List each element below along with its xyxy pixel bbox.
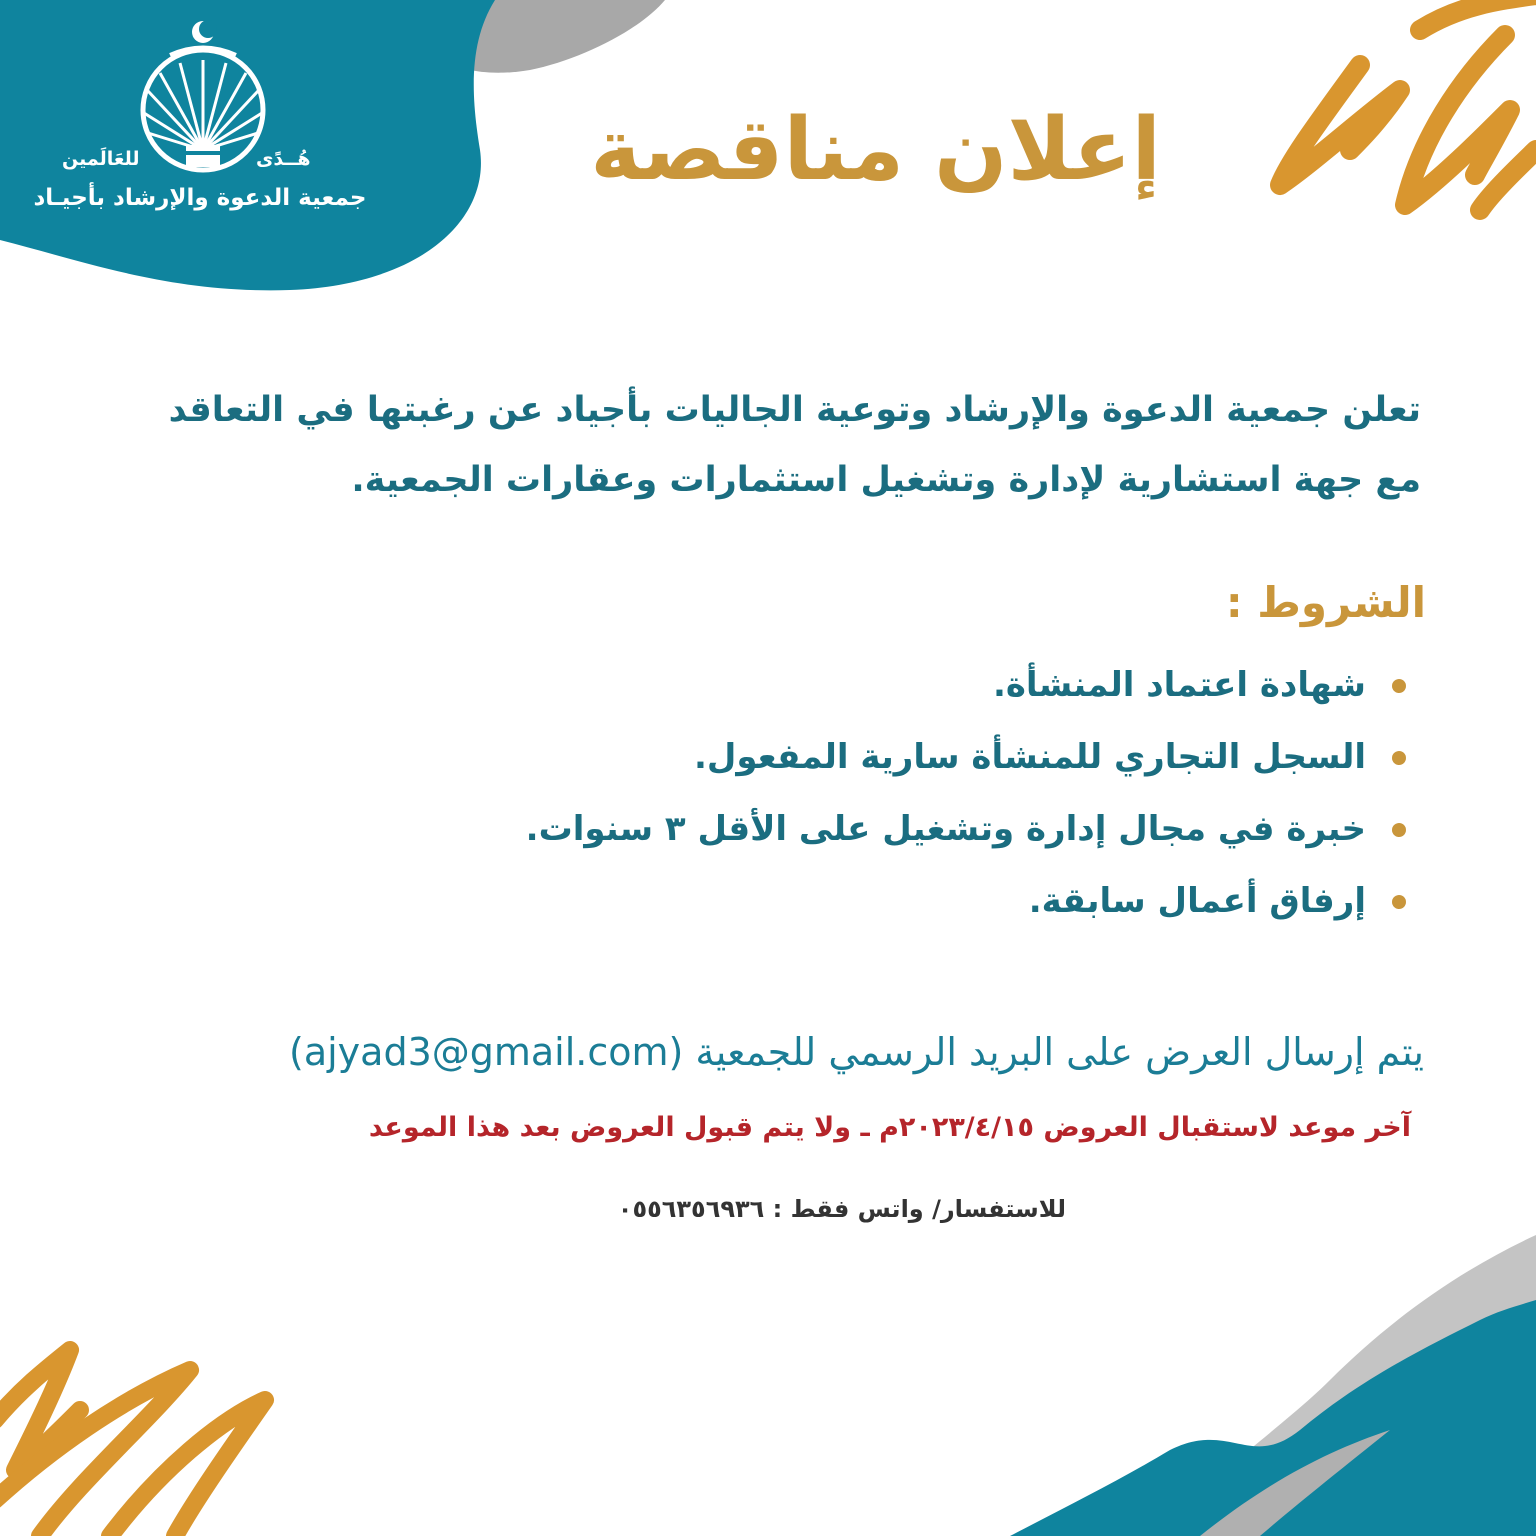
contact-line: للاستفسار/ واتس فقط : ٠٥٥٦٣٥٦٩٣٦ <box>617 1195 1066 1223</box>
bullet-dot-icon <box>1392 679 1406 693</box>
deadline-notice: آخر موعد لاستقبال العروض ٢٠٢٣/٤/١٥م ـ ولا يتم قبول العروض بعد هذا الموعد <box>368 1112 1411 1143</box>
terms-item-text: خبرة في مجال إدارة وتشغيل على الأقل ٣ سنوات. <box>525 809 1366 849</box>
terms-item <box>406 655 1406 727</box>
logo-word-lilalamin: للعَالَمين <box>62 148 140 170</box>
terms-heading: الشروط : <box>1225 578 1426 627</box>
bullet-dot-icon <box>1392 751 1406 765</box>
terms-item <box>406 799 1406 871</box>
page-title: إعلان مناقصة <box>590 100 1161 200</box>
gold-strokes-top-right <box>1280 0 1536 210</box>
gold-strokes-bottom-left <box>0 1350 265 1536</box>
terms-item-text: شهادة اعتماد المنشأة. <box>992 665 1366 705</box>
terms-item <box>406 871 1406 943</box>
terms-item-text: إرفاق أعمال سابقة. <box>1028 881 1366 921</box>
bullet-dot-icon <box>1392 823 1406 837</box>
organization-name: جمعية الدعوة والإرشاد بأجيـاد <box>33 185 367 211</box>
terms-item-text: السجل التجاري للمنشأة سارية المفعول. <box>693 737 1366 777</box>
terms-item <box>406 727 1406 799</box>
terms-list <box>406 655 1406 943</box>
submission-email-line: يتم إرسال العرض على البريد الرسمي للجمعية (ajyad3@gmail.com) <box>289 1030 1424 1074</box>
bullet-dot-icon <box>1392 895 1406 909</box>
intro-paragraph: تعلن جمعية الدعوة والإرشاد وتوعية الجاليات بأجياد عن رغبتها في التعاقد مع جهة استشارية لإدارة وتشغيل استثمارات وعقارات الجمعية. <box>168 390 1421 500</box>
logo-word-huda: هُــدًى <box>256 148 311 170</box>
